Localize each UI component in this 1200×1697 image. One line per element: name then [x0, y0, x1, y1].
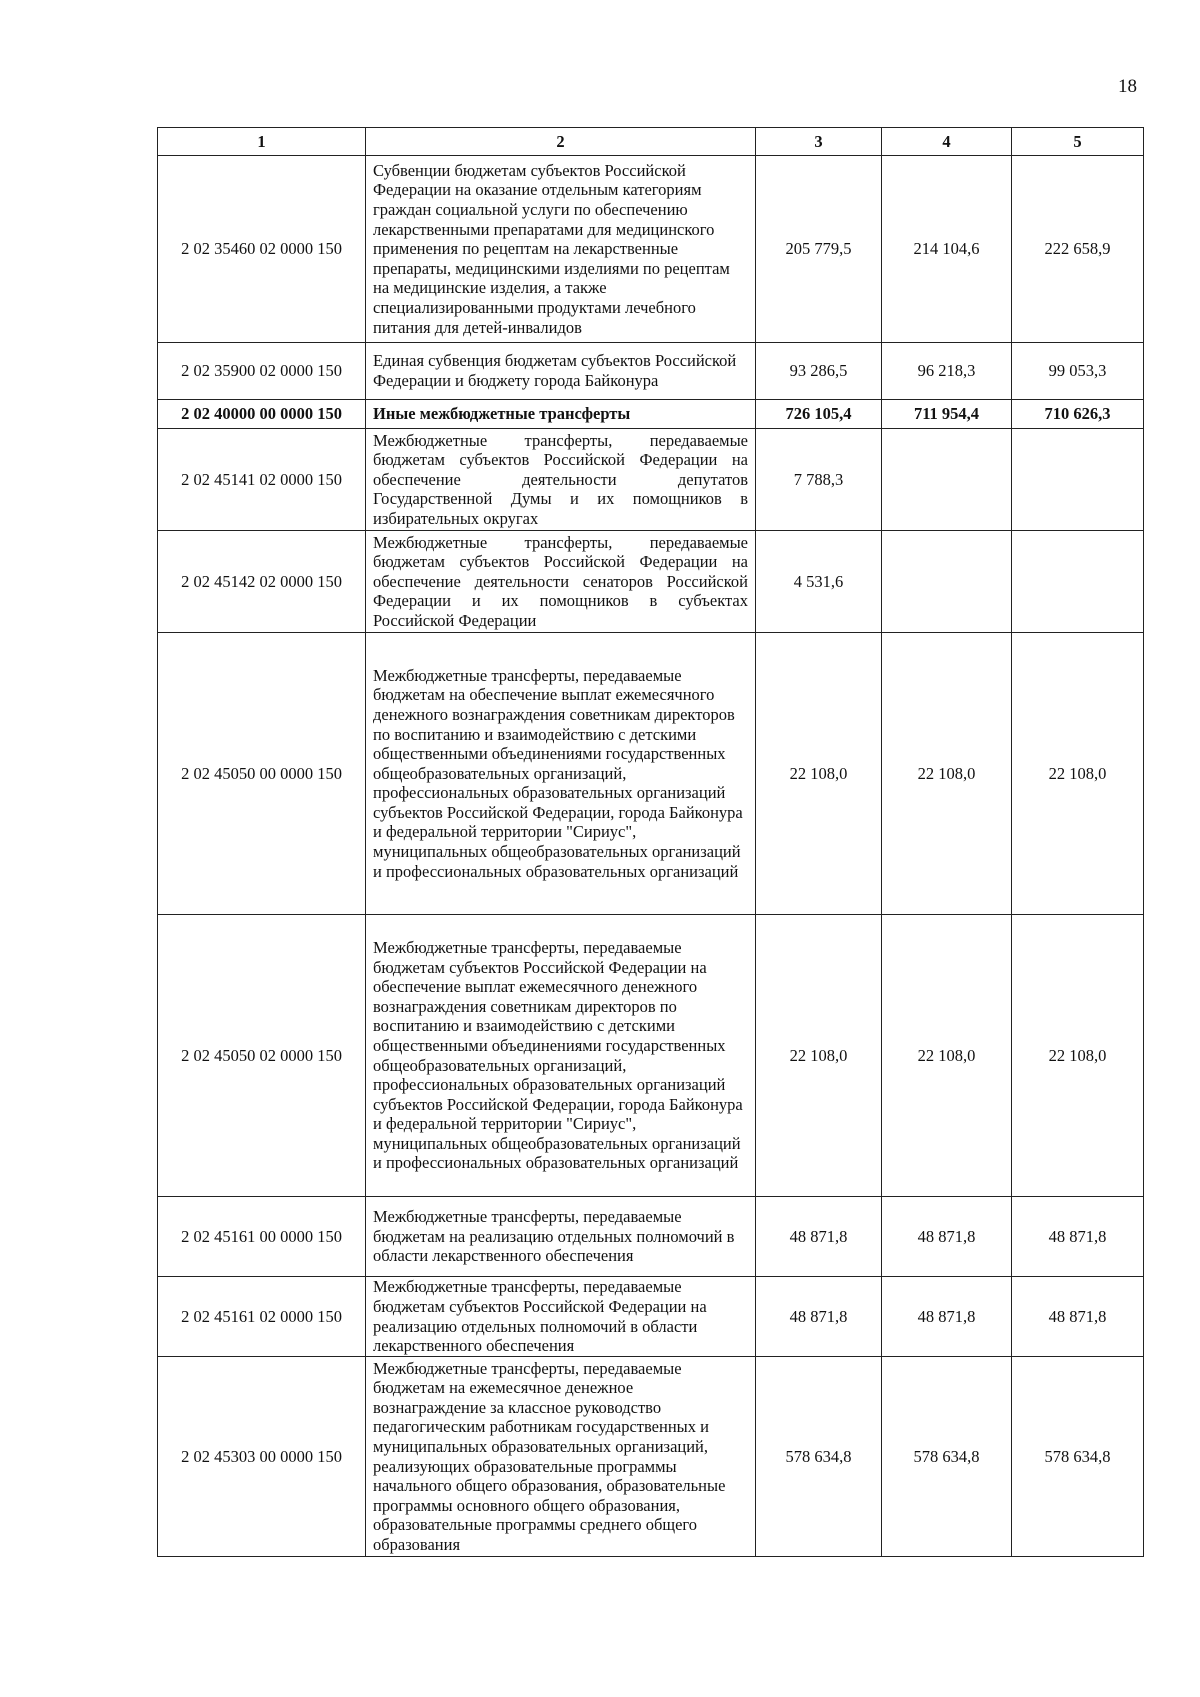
amount-col4: 711 954,4: [882, 400, 1012, 429]
table-header-row: [158, 128, 1144, 156]
budget-code: 2 02 45141 02 0000 150: [158, 429, 366, 531]
table-row: [158, 1277, 1144, 1357]
amount-col3: 48 871,8: [756, 1277, 882, 1357]
budget-item-name: Субвенции бюджетам субъектов Российской Федерации на оказание отдельным категориям граждан социальной услуги по обеспечению лекарственными препаратами для медицинского применения по рецептам на лекарственные препараты, медицинскими изделиями по рецептам на медицинские изделия, а также специализированными продуктами лечебного питания для детей-инвалидов: [366, 156, 756, 343]
amount-col4: 22 108,0: [882, 633, 1012, 915]
amount-col3: 205 779,5: [756, 156, 882, 343]
amount-col4: [882, 429, 1012, 531]
amount-col3: 48 871,8: [756, 1197, 882, 1277]
amount-col4: 48 871,8: [882, 1277, 1012, 1357]
budget-code: 2 02 45161 00 0000 150: [158, 1197, 366, 1277]
budget-code: 2 02 35900 02 0000 150: [158, 343, 366, 400]
budget-item-name: Межбюджетные трансферты, передаваемые бюджетам субъектов Российской Федерации на обеспечение деятельности сенаторов Российской Федерации и их помощников в субъектах Российской Федерации: [366, 531, 756, 633]
amount-col3: 22 108,0: [756, 915, 882, 1197]
budget-item-name: Иные межбюджетные трансферты: [366, 400, 756, 429]
budget-item-name: Межбюджетные трансферты, передаваемые бюджетам на ежемесячное денежное вознаграждение за классное руководство педагогическим работникам государственных и муниципальных образовательных организаций, реализующих образовательные программы начального общего образования, образовательные программы основного общего образования, образовательные программы среднего общего образования: [366, 1357, 756, 1557]
budget-code: 2 02 45303 00 0000 150: [158, 1357, 366, 1557]
table-row: [158, 429, 1144, 531]
table-row-total: [158, 400, 1144, 429]
table-row: [158, 633, 1144, 915]
amount-col5: [1012, 531, 1144, 633]
amount-col5: 48 871,8: [1012, 1197, 1144, 1277]
amount-col5: 22 108,0: [1012, 915, 1144, 1197]
amount-col5: 578 634,8: [1012, 1357, 1144, 1557]
budget-code: 2 02 40000 00 0000 150: [158, 400, 366, 429]
budget-item-name: Межбюджетные трансферты, передаваемые бюджетам на реализацию отдельных полномочий в области лекарственного обеспечения: [366, 1197, 756, 1277]
column-header-4: 4: [882, 128, 1012, 156]
table-row: [158, 915, 1144, 1197]
amount-col5: [1012, 429, 1144, 531]
budget-code: 2 02 45161 02 0000 150: [158, 1277, 366, 1357]
budget-item-name: Межбюджетные трансферты, передаваемые бюджетам субъектов Российской Федерации на обеспечение выплат ежемесячного денежного вознаграждения советникам директоров по воспитанию и взаимодействию с детскими общественными объединениями государственных общеобразовательных организаций, профессиональных образовательных организаций субъектов Российской Федерации, города Байконура и федеральной территории "Сириус", муниципальных общеобразовательных организаций и профессиональных образовательных организаций: [366, 915, 756, 1197]
amount-col3: 7 788,3: [756, 429, 882, 531]
table-row: [158, 156, 1144, 343]
amount-col5: 222 658,9: [1012, 156, 1144, 343]
budget-item-name: Межбюджетные трансферты, передаваемые бюджетам субъектов Российской Федерации на обеспечение деятельности депутатов Государственной Думы и их помощников в избирательных округах: [366, 429, 756, 531]
amount-col5: 710 626,3: [1012, 400, 1144, 429]
budget-code: 2 02 45050 02 0000 150: [158, 915, 366, 1197]
amount-col4: 214 104,6: [882, 156, 1012, 343]
amount-col3: 4 531,6: [756, 531, 882, 633]
amount-col4: 578 634,8: [882, 1357, 1012, 1557]
amount-col4: 22 108,0: [882, 915, 1012, 1197]
amount-col3: 726 105,4: [756, 400, 882, 429]
budget-item-name: Единая субвенция бюджетам субъектов Российской Федерации и бюджету города Байконура: [366, 343, 756, 400]
amount-col4: 96 218,3: [882, 343, 1012, 400]
amount-col4: [882, 531, 1012, 633]
budget-code: 2 02 45050 00 0000 150: [158, 633, 366, 915]
page-number: 18: [1118, 76, 1137, 97]
column-header-2: 2: [366, 128, 756, 156]
amount-col4: 48 871,8: [882, 1197, 1012, 1277]
amount-col5: 48 871,8: [1012, 1277, 1144, 1357]
table-row: [158, 1197, 1144, 1277]
budget-table: [157, 127, 1144, 1557]
column-header-3: 3: [756, 128, 882, 156]
table-row: [158, 531, 1144, 633]
amount-col5: 99 053,3: [1012, 343, 1144, 400]
column-header-1: 1: [158, 128, 366, 156]
column-header-5: 5: [1012, 128, 1144, 156]
amount-col3: 93 286,5: [756, 343, 882, 400]
budget-item-name: Межбюджетные трансферты, передаваемые бюджетам на обеспечение выплат ежемесячного денежного вознаграждения советникам директоров по воспитанию и взаимодействию с детскими общественными объединениями государственных общеобразовательных организаций, профессиональных образовательных организаций субъектов Российской Федерации, города Байконура и федеральной территории "Сириус", муниципальных общеобразовательных организаций и профессиональных образовательных организаций: [366, 633, 756, 915]
budget-code: 2 02 45142 02 0000 150: [158, 531, 366, 633]
table-row: [158, 343, 1144, 400]
budget-item-name: Межбюджетные трансферты, передаваемые бюджетам субъектов Российской Федерации на реализацию отдельных полномочий в области лекарственного обеспечения: [366, 1277, 756, 1357]
budget-code: 2 02 35460 02 0000 150: [158, 156, 366, 343]
amount-col5: 22 108,0: [1012, 633, 1144, 915]
amount-col3: 578 634,8: [756, 1357, 882, 1557]
amount-col3: 22 108,0: [756, 633, 882, 915]
table-row: [158, 1357, 1144, 1557]
